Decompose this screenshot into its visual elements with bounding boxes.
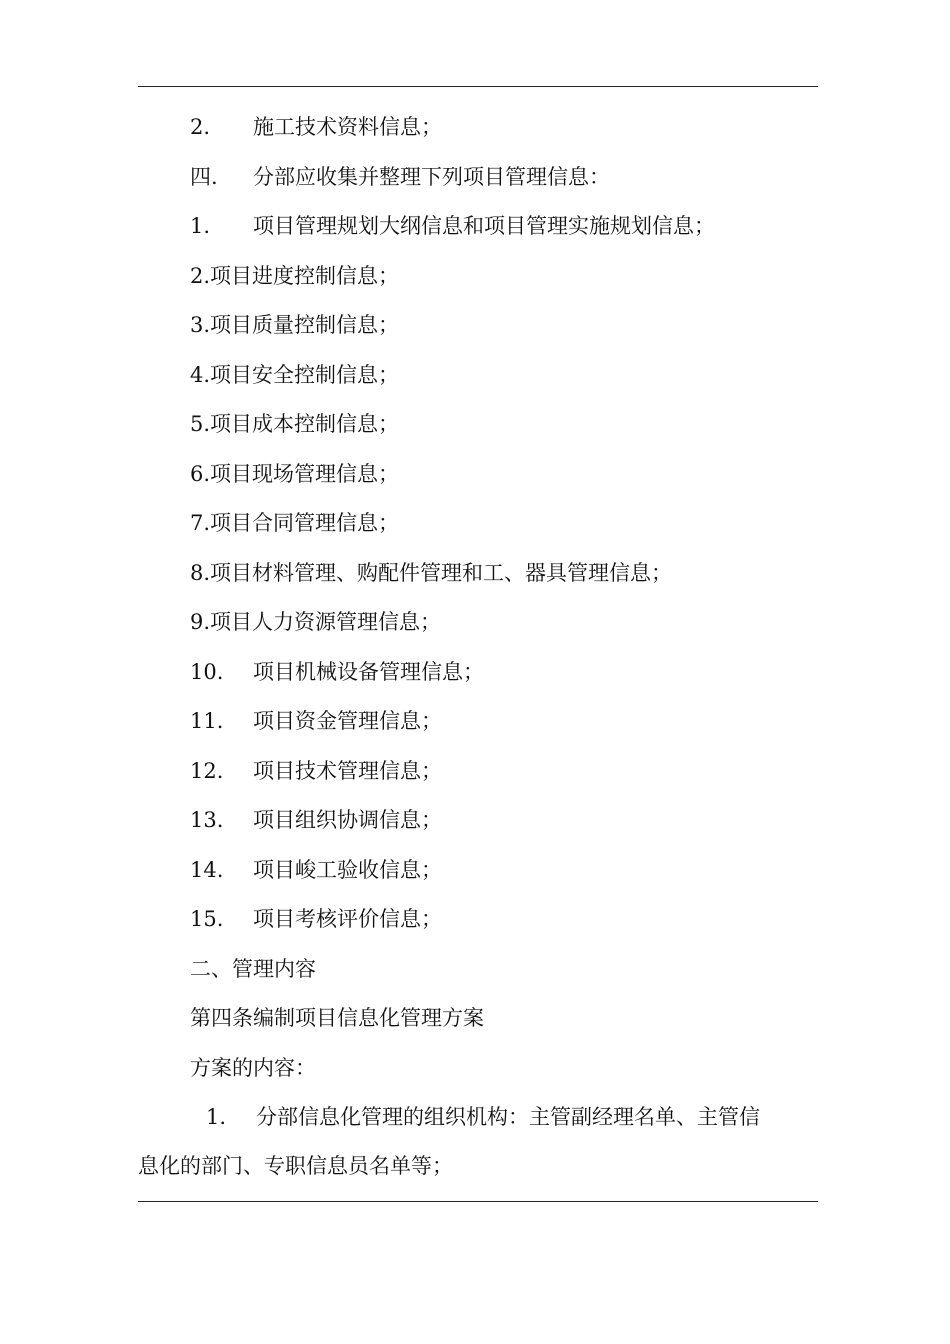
item-number: 2. bbox=[190, 115, 211, 139]
item-number: 7. bbox=[190, 511, 211, 535]
item-number: 13. bbox=[190, 808, 224, 832]
item-text: 项目组织协调信息； bbox=[253, 808, 442, 832]
item-text: 项目管理规划大纲信息和项目管理实施规划信息； bbox=[253, 214, 715, 238]
item-number: 2. bbox=[190, 264, 211, 288]
item-text: 项目人力资源管理信息； bbox=[210, 610, 442, 634]
item-number: 1. bbox=[190, 214, 211, 238]
item-text: 项目材料管理、购配件管理和工、器具管理信息； bbox=[210, 561, 673, 585]
item-number: 9. bbox=[190, 610, 211, 634]
list-item bbox=[190, 410, 399, 438]
item-text: 项目峻工验收信息； bbox=[253, 858, 442, 882]
list-item bbox=[190, 460, 399, 488]
list-item bbox=[190, 757, 442, 785]
item-number: 5. bbox=[190, 412, 211, 436]
footer-rule bbox=[138, 1201, 818, 1202]
list-item bbox=[190, 212, 715, 240]
item-text: 项目质量控制信息； bbox=[210, 313, 400, 337]
item-number: 8. bbox=[190, 561, 211, 585]
item-number: 14. bbox=[190, 858, 224, 882]
plan-item-text-line2: 息化的部门、专职信息员名单等； bbox=[138, 1154, 453, 1178]
list-item bbox=[190, 311, 399, 339]
item-number: 6. bbox=[190, 462, 211, 486]
list-item bbox=[190, 856, 442, 884]
item-number: 10. bbox=[190, 660, 224, 684]
plan-item-paragraph bbox=[138, 1093, 818, 1191]
list-item bbox=[190, 658, 484, 686]
list-item bbox=[190, 559, 672, 587]
item-text: 项目进度控制信息； bbox=[210, 264, 400, 288]
section-heading: 二、管理内容 bbox=[190, 957, 316, 981]
item-text: 施工技术资料信息； bbox=[253, 115, 442, 139]
list-item bbox=[190, 113, 442, 141]
item-number: 11. bbox=[190, 709, 224, 733]
item-number: 3. bbox=[190, 313, 211, 337]
list-item bbox=[190, 905, 442, 933]
list-item bbox=[190, 608, 441, 636]
item-text: 项目机械设备管理信息； bbox=[253, 660, 484, 684]
item-text: 项目资金管理信息； bbox=[253, 709, 442, 733]
list-item bbox=[190, 806, 442, 834]
plan-item-first-line bbox=[138, 1093, 818, 1142]
item-text: 项目成本控制信息； bbox=[210, 412, 400, 436]
item-text: 分部应收集并整理下列项目管理信息： bbox=[253, 165, 610, 189]
item-number: 四. bbox=[190, 165, 218, 189]
list-item bbox=[190, 509, 399, 537]
list-item bbox=[190, 163, 610, 191]
list-item bbox=[190, 262, 399, 290]
plan-item-number: 1. bbox=[206, 1105, 227, 1129]
item-number: 12. bbox=[190, 759, 224, 783]
item-text: 项目现场管理信息； bbox=[210, 462, 400, 486]
header-rule bbox=[138, 86, 818, 87]
item-text: 项目技术管理信息； bbox=[253, 759, 442, 783]
item-text: 项目考核评价信息； bbox=[253, 907, 442, 931]
item-text: 项目安全控制信息； bbox=[210, 363, 400, 387]
list-item bbox=[190, 707, 442, 735]
item-number: 4. bbox=[190, 363, 211, 387]
article-heading: 第四条编制项目信息化管理方案 bbox=[190, 1006, 484, 1030]
list-item bbox=[190, 361, 399, 389]
plan-intro: 方案的内容： bbox=[190, 1056, 316, 1080]
item-number: 15. bbox=[190, 907, 224, 931]
plan-item-text-line1: 分部信息化管理的组织机构：主管副经理名单、主管信 bbox=[256, 1105, 760, 1129]
item-text: 项目合同管理信息； bbox=[210, 511, 400, 535]
